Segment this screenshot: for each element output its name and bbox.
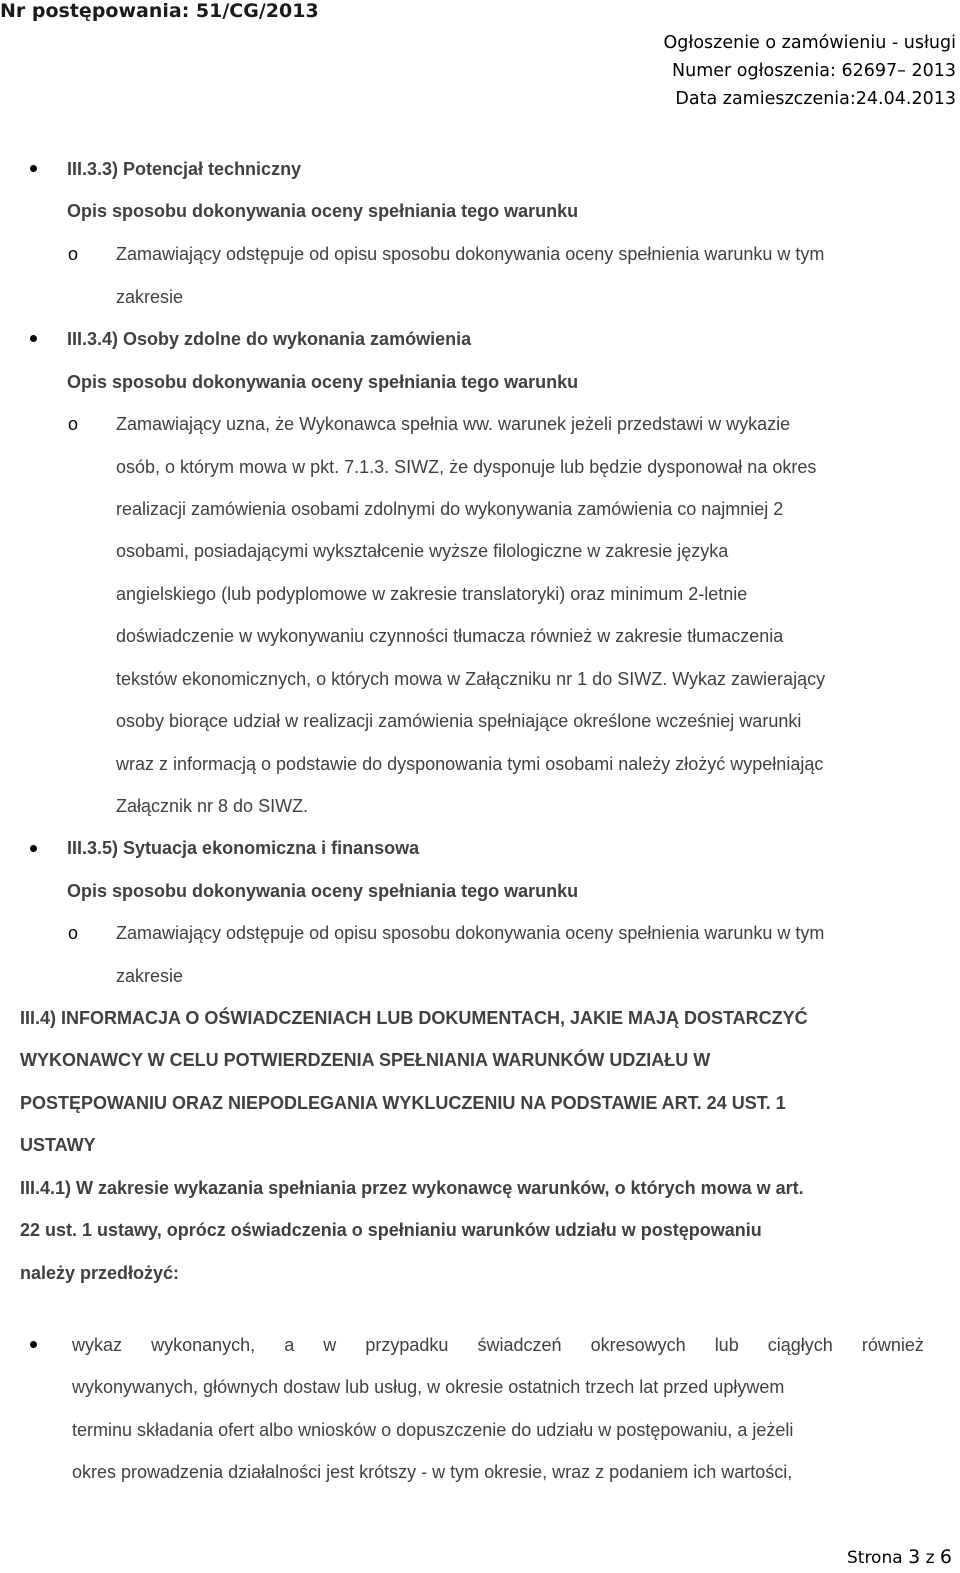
- item-line: zakresie: [116, 287, 184, 307]
- item-line: osoby biorące udział w realizacji zamówienia spełniające określone wcześniej warunki: [116, 711, 802, 731]
- section-subtitle-3-3-5: Opis sposobu dokonywania oceny spełniania tego warunku: [67, 881, 579, 901]
- notice-type: Ogłoszenie o zamówieniu - usługi: [663, 33, 956, 53]
- notice-number: Numer ogłoszenia: 62697– 2013: [672, 61, 956, 81]
- word: okresowych: [590, 1335, 686, 1355]
- list-item-line: terminu składania ofert albo wniosków o dopuszczenie do udziału w postępowaniu, a jeżeli: [72, 1420, 794, 1440]
- word: wykonanych,: [151, 1335, 256, 1355]
- section-title-3-3-5: III.3.5) Sytuacja ekonomiczna i finansowa: [67, 838, 420, 858]
- word: świadczeń: [477, 1335, 562, 1355]
- section-subtitle-3-3-4: Opis sposobu dokonywania oceny spełniania tego warunku: [67, 372, 579, 392]
- word: lub: [714, 1335, 739, 1355]
- section-title-3-4-1: 22 ust. 1 ustawy, oprócz oświadczenia o spełnianiu warunków udziału w postępowaniu: [20, 1220, 762, 1240]
- item-line: osób, o którym mowa w pkt. 7.1.3. SIWZ, że dysponuje lub będzie dysponował na okres: [116, 457, 817, 477]
- list-item-first-line: [72, 1334, 924, 1356]
- item-line: wraz z informacją o podstawie do dysponowania tymi osobami należy złożyć wypełniając: [116, 754, 824, 774]
- item-line: Zamawiający uzna, że Wykonawca spełnia ww. warunek jeżeli przedstawi w wykazie: [116, 414, 791, 434]
- section-title-3-4: WYKONAWCY W CELU POTWIERDZENIA SPEŁNIANIA WARUNKÓW UDZIAŁU W: [20, 1050, 711, 1070]
- section-title-3-3-4: III.3.4) Osoby zdolne do wykonania zamówienia: [67, 329, 472, 349]
- list-item-line: okres prowadzenia działalności jest krótszy - w tym okresie, wraz z podaniem ich wartości,: [72, 1462, 793, 1482]
- circle-bullet-icon: o: [68, 244, 79, 264]
- item-line: zakresie: [116, 966, 184, 986]
- word: również: [861, 1335, 924, 1355]
- word: przypadku: [365, 1335, 449, 1355]
- word: w: [323, 1335, 337, 1355]
- item-line: angielskiego (lub podyplomowe w zakresie translatoryki) oraz minimum 2-letnie: [116, 584, 748, 604]
- section-title-3-4: III.4) INFORMACJA O OŚWIADCZENIACH LUB DOKUMENTACH, JAKIE MAJĄ DOSTARCZYĆ: [20, 1008, 808, 1028]
- bullet-icon: [30, 165, 37, 172]
- page-number: [847, 1546, 952, 1569]
- current-page: 3: [908, 1546, 921, 1568]
- item-line: osobami, posiadającymi wykształcenie wyższe filologiczne w zakresie języka: [116, 541, 729, 561]
- total-pages: 6: [939, 1546, 952, 1568]
- circle-bullet-icon: o: [68, 923, 79, 943]
- section-title-3-3-3: III.3.3) Potencjał techniczny: [67, 159, 302, 179]
- item-line: Zamawiający odstępuje od opisu sposobu dokonywania oceny spełnienia warunku w tym: [116, 923, 825, 943]
- list-item-line: wykonywanych, głównych dostaw lub usług, w okresie ostatnich trzech lat przed upływem: [72, 1377, 785, 1397]
- page-prefix: Strona: [846, 1548, 903, 1568]
- document-number: Nr postępowania: 51/CG/2013: [0, 0, 319, 22]
- section-title-3-4: USTAWY: [20, 1135, 96, 1155]
- circle-bullet-icon: o: [68, 414, 79, 434]
- word: wykaz: [72, 1335, 123, 1355]
- section-subtitle-3-3-3: Opis sposobu dokonywania oceny spełniania tego warunku: [67, 201, 579, 221]
- word: ciągłych: [767, 1335, 833, 1355]
- item-line: realizacji zamówienia osobami zdolnymi do wykonywania zamówienia co najmniej 2: [116, 499, 784, 519]
- bullet-icon: [30, 335, 37, 342]
- item-line: tekstów ekonomicznych, o których mowa w Załączniku nr 1 do SIWZ. Wykaz zawierający: [116, 669, 826, 689]
- word: a: [284, 1335, 295, 1355]
- bullet-icon: [30, 1341, 37, 1348]
- bullet-icon: [30, 845, 37, 852]
- section-title-3-4-1: należy przedłożyć:: [20, 1263, 180, 1283]
- page-separator: z: [925, 1548, 935, 1568]
- item-line: doświadczenie w wykonywaniu czynności tłumacza również w zakresie tłumaczenia: [116, 626, 784, 646]
- section-title-3-4-1: III.4.1) W zakresie wykazania spełniania przez wykonawcę warunków, o których mowa w art.: [20, 1178, 804, 1198]
- item-line: Zamawiający odstępuje od opisu sposobu dokonywania oceny spełnienia warunku w tym: [116, 244, 825, 264]
- item-line: Załącznik nr 8 do SIWZ.: [116, 796, 309, 816]
- publication-date: Data zamieszczenia:24.04.2013: [675, 89, 956, 109]
- notice-header: [663, 29, 956, 113]
- section-title-3-4: POSTĘPOWANIU ORAZ NIEPODLEGANIA WYKLUCZENIU NA PODSTAWIE ART. 24 UST. 1: [20, 1093, 786, 1113]
